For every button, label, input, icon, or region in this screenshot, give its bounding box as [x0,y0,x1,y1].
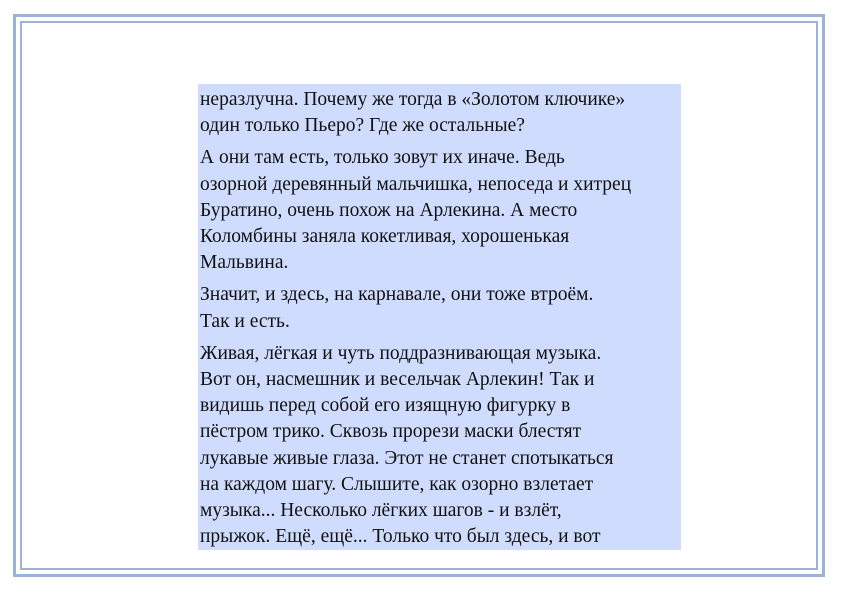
text-line: А они там есть, только зовут их иначе. Ведь [200,147,565,169]
text-line: Значит, и здесь, на карнавале, они тоже втроём. [200,284,594,306]
text-line: лукавые живые глаза. Этот не станет спотыкаться [200,447,614,469]
story-text-block [198,84,681,550]
text-line: прыжок. Ещё, ещё... Только что был здесь, и вот [200,526,601,548]
text-line: Живая, лёгкая и чуть поддразнивающая музыка. [200,342,602,364]
text-line: Буратино, очень похож на Арлекина. А место [200,199,578,221]
text-line: неразлучна. Почему же тогда в «Золотом ключике» [200,89,626,110]
paragraph-4 [200,341,679,550]
paragraph-3 [200,282,679,334]
text-line: Вот он, насмешник и весельчак Арлекин! Так и [200,369,595,391]
text-line: Мальвина. [200,252,289,274]
text-line: Так и есть. [200,310,290,332]
paragraph-1 [200,87,679,139]
paragraph-2 [200,145,679,276]
text-line: один только Пьеро? Где же остальные? [200,115,525,137]
text-line: на каждом шагу. Слышите, как озорно взлетает [200,473,594,495]
text-line: Коломбины заняла кокетливая, хорошенькая [200,226,570,248]
text-line: пёстром трико. Сквозь прорези маски блестят [200,421,582,443]
text-line: видишь перед собой его изящную фигурку в [200,395,571,417]
text-line: озорной деревянный мальчишка, непоседа и хитрец [200,173,632,195]
text-line: музыка... Несколько лёгких шагов - и взлёт, [200,500,562,522]
